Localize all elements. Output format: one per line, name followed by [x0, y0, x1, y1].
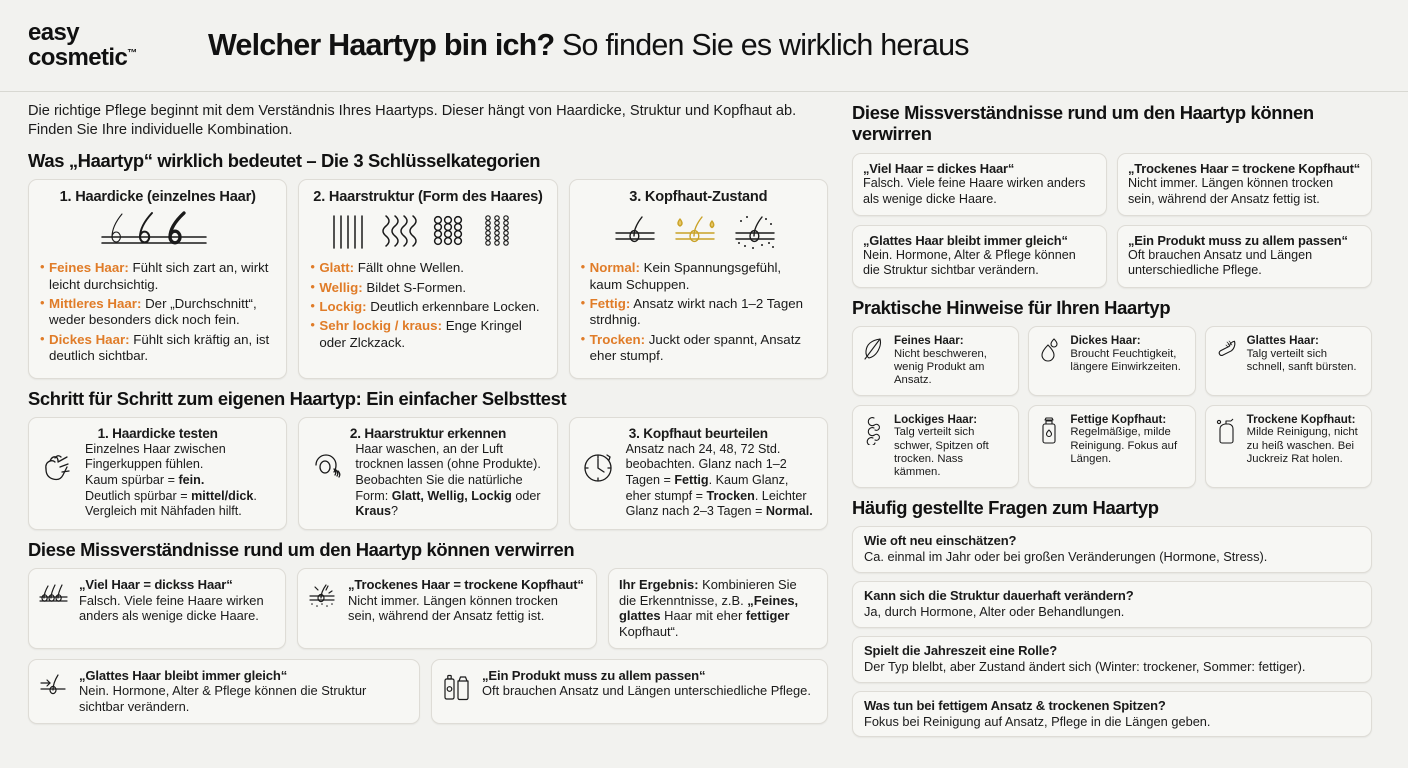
faq-answer: Ja, durch Hormone, Alter oder Behandlungen. — [864, 604, 1125, 620]
myth-text: Falsch. Viele feine Haare wirken anders als wenige dicke Haare. — [79, 592, 264, 624]
faq-item[interactable] — [852, 691, 1372, 738]
clock-icon — [581, 442, 619, 485]
tip-text: Nicht beschweren, wenig Produkt am Ansatz. — [894, 347, 987, 387]
tip-text: Milde Reinigung, nicht zu heiß waschen. Bei Juckreiz Rat holen. — [1246, 426, 1358, 465]
bullet-text: Der „Durchschnitt“, weder besonders dick noch fein. — [49, 295, 257, 328]
myth-card-viel-haar — [28, 568, 286, 649]
myth-text: Oft brauchen Ansatz und Längen unterschiedliche Pflege. — [482, 683, 811, 699]
straight-hair-arrow-icon — [39, 668, 71, 701]
page-title-light: So finden Sie es wirklich heraus — [554, 28, 969, 63]
myth-title: „Viel Haar = dickes Haar“ — [863, 160, 1015, 176]
myth-card-trockenes-haar — [297, 568, 597, 649]
bullet-key: Wellig: — [319, 279, 363, 295]
tips-row-1 — [852, 326, 1372, 396]
bullet-text: Fühlt sich kräftig an, ist deutlich sichtbar. — [49, 331, 270, 364]
head-hair-icon — [310, 442, 348, 485]
bullet-text: Ansatz wirkt nach 1–2 Tagen strdhnig. — [589, 295, 804, 328]
myth-title: „Ein Produkt muss zu allem passen“ — [482, 667, 706, 683]
trademark-symbol: ™ — [127, 47, 137, 59]
faq-item[interactable] — [852, 526, 1372, 573]
bullet-item — [581, 296, 816, 329]
tip-card-fettige-kopfhaut — [1028, 405, 1195, 488]
pump-dispenser-icon — [1214, 413, 1240, 445]
myth-text: Oft brauchen Ansatz und Längen unterschiedliche Pflege. — [1128, 248, 1313, 278]
bullet-text: Fühlt sich zart an, wirkt leicht durchsichtig. — [49, 260, 269, 292]
myth-text: Nicht immer. Längen können trocken sein, während der Ansatz fettig ist. — [348, 592, 558, 624]
feather-icon — [861, 334, 887, 362]
curl-spiral-icon — [861, 413, 887, 445]
tip-title: Glattes Haar: — [1246, 333, 1319, 347]
tip-card-trockene-kopfhaut — [1205, 405, 1372, 488]
faq-question: Was tun bei fettigem Ansatz & trockenen Spitzen? — [864, 697, 1166, 713]
category-title: 2. Haarstruktur (Form des Haares) — [313, 189, 543, 206]
section-heading-myths-left: Diese Missverständnisse rund um den Haartyp können verwirren — [28, 538, 575, 560]
hand-pinch-icon — [40, 442, 78, 485]
dry-scalp-hair-icon — [308, 577, 340, 610]
myth-text: Nein. Hormone, Alter & Pflege können die Struktur sichtbar verändern. — [79, 683, 367, 715]
category-bullet-list — [310, 260, 545, 351]
bullet-item — [310, 318, 545, 351]
bullet-item — [40, 332, 275, 365]
water-drop-icon — [1037, 334, 1063, 362]
myth-title: „Glattes Haar bleibt immer gleich“ — [79, 667, 288, 683]
category-bullet-list — [40, 260, 275, 364]
category-card-haardicke — [28, 179, 287, 378]
bullet-text: Fällt ohne Wellen. — [354, 260, 464, 276]
myth-card-glattes-haar — [28, 659, 420, 724]
step-card-kopfhaut-beurteilen — [569, 417, 828, 530]
right-column — [852, 102, 1372, 768]
category-title: 3. Kopfhaut-Zustand — [629, 189, 768, 206]
category-card-haarstruktur — [298, 179, 557, 378]
myth-title: „Trockenes Haar = trockene Kopfhaut“ — [1128, 160, 1361, 176]
tip-title: Fettige Kopfhaut: — [1070, 412, 1167, 426]
left-column — [28, 102, 828, 768]
page-header — [0, 0, 1408, 92]
bullet-text: Bildet S-Formen. — [362, 279, 467, 295]
bottle-tube-icon — [442, 668, 474, 703]
result-card — [608, 568, 828, 649]
faq-question: Spielt die Jahreszeit eine Rolle? — [864, 642, 1058, 658]
category-bullet-list — [581, 260, 816, 364]
category-card-grid — [28, 179, 828, 378]
myth-title: „Glattes Haar bleibt immer gleich“ — [863, 232, 1068, 248]
bullet-item — [581, 332, 816, 365]
section-heading-tips: Praktische Hinweise für Ihren Haartyp — [852, 296, 1171, 318]
bullet-text: Juckt oder spannt, Ansatz eher stumpf. — [589, 331, 802, 364]
faq-answer: Der Typ blelbt, aber Zustand ändert sich (Winter: trockener, Sommer: fettiger). — [864, 658, 1306, 674]
faq-question: Kann sich die Struktur dauerhaft verändern? — [864, 587, 1134, 603]
bullet-key: Fettig: — [589, 295, 631, 311]
hair-follicle-thickness-icon — [40, 209, 275, 255]
bullet-item — [40, 296, 275, 329]
tip-title: Dickes Haar: — [1070, 333, 1141, 347]
brand-line-1: easy — [28, 19, 79, 47]
step-card-haardicke-testen — [28, 417, 287, 530]
bullet-text: Enge Kringel oder Zlckzack. — [319, 318, 522, 350]
brand-logo — [28, 21, 208, 70]
step-title: 2. Haarstruktur erkennen — [349, 425, 507, 441]
tip-text: Regelmäßige, milde Reinigung. Fokus auf Längen. — [1070, 426, 1178, 465]
tip-title: Feines Haar: — [894, 333, 964, 347]
step-text: Ansatz nach 24, 48, 72 Std. beobachten. Glanz nach 1–2 Tagen = Fettig. Kaum Glanz, eher stumpf = Trocken. Leichter Glanz nach 2–3 Tagen = Normal. — [625, 441, 813, 519]
section-heading-steps: Schritt für Schritt zum eigenen Haartyp: Ein einfacher Selbsttest — [28, 387, 567, 409]
step-text: Haar waschen, an der Luft trocknen lassen (ohne Produkte). Beobachten Sie die natürliche Form: Glatt, Wellig, Lockig oder Kraus? — [355, 441, 541, 519]
bullet-item — [310, 260, 545, 276]
myth-title: „Viel Haar = dickss Haar“ — [79, 577, 233, 593]
intro-paragraph: Die richtige Pflege beginnt mit dem Verständnis Ihres Haartyps. Dieser hängt von Haardicke, Struktur und Kopfhaut ab. Finden Sie Ihre individuelle Kombination. — [28, 103, 797, 139]
tip-card-dickes-haar — [1028, 326, 1195, 396]
step-text: Einzelnes Haar zwischen Fingerkuppen fühlen. Kaum spürbar = fein. Deutlich spürbar = mittel/dick. Vergleich mit Nähfaden hilft. — [85, 441, 257, 519]
bullet-item — [40, 260, 275, 293]
right-myth-card-viel-haar — [852, 153, 1107, 216]
tip-title: Lockiges Haar: — [894, 412, 978, 426]
faq-question: Wie oft neu einschätzen? — [864, 532, 1017, 548]
bullet-key: Feines Haar: — [49, 260, 129, 276]
faq-answer: Ca. einmal im Jahr oder bei großen Veränderungen (Hormone, Stress). — [864, 549, 1268, 565]
myth-title: „Trockenes Haar = trockene Kopfhaut“ — [348, 577, 584, 593]
page-title-bold: Welcher Haartyp bin ich? — [208, 28, 555, 63]
result-label: Ihr Ergebnis: — [619, 577, 699, 593]
tip-card-feines-haar — [852, 326, 1019, 396]
bullet-key: Sehr lockig / kraus: — [319, 318, 442, 334]
myth-row-1 — [28, 568, 828, 649]
right-myth-row-1 — [852, 153, 1372, 216]
bullet-key: Normal: — [589, 260, 640, 276]
bullet-key: Glatt: — [319, 260, 355, 276]
faq-answer: Fokus bei Reinigung auf Ansatz, Pflege in die Längen geben. — [864, 713, 1211, 729]
myth-card-ein-produkt — [431, 659, 828, 724]
category-title: 1. Haardicke (einzelnes Haar) — [59, 189, 256, 206]
step-title: 1. Haardicke testen — [97, 425, 218, 441]
faq-item[interactable] — [852, 636, 1372, 683]
bullet-text: Kein Spannungsgefühl, kaum Schuppen. — [589, 260, 782, 292]
page-title — [208, 29, 969, 61]
step-card-grid — [28, 417, 828, 530]
faq-item[interactable] — [852, 581, 1372, 628]
section-heading-faq: Häufig gestellte Fragen zum Haartyp — [852, 496, 1159, 518]
step-card-haarstruktur-erkennen — [298, 417, 557, 530]
tip-card-glattes-haar — [1205, 326, 1372, 396]
myth-row-2 — [28, 659, 828, 724]
right-myth-card-glattes-haar — [852, 225, 1107, 288]
right-myth-row-2 — [852, 225, 1372, 288]
hair-texture-icon — [310, 209, 545, 255]
bullet-item — [581, 260, 816, 293]
right-myth-card-ein-produkt — [1117, 225, 1372, 288]
tip-text: Talg verteilt sich schnell, sanft bürsten. — [1246, 347, 1357, 373]
tips-row-2 — [852, 405, 1372, 488]
result-body: Kombinieren Sie die Erkenntnisse, z.B. „Feines, glattes Haar mit eher fettiger Kopfhaut“. — [619, 577, 799, 640]
tip-text: Broucht Feuchtigkeit, längere Einwirkzeiten. — [1070, 347, 1181, 373]
three-hairs-icon — [39, 577, 71, 610]
bullet-key: Dickes Haar: — [49, 331, 130, 347]
step-title: 3. Kopfhaut beurteilen — [628, 425, 768, 441]
hairbrush-icon — [1214, 334, 1240, 362]
brand-line-2: cosmetic — [28, 43, 128, 71]
bullet-key: Trocken: — [589, 331, 646, 347]
bullet-key: Lockig: — [319, 298, 367, 314]
section-heading-myths-right: Diese Missverständnisse rund um den Haartyp können verwirren — [852, 102, 1314, 145]
category-card-kopfhaut — [569, 179, 828, 378]
myth-title: „Ein Produkt muss zu allem passen“ — [1128, 232, 1348, 248]
bullet-key: Mittleres Haar: — [49, 295, 142, 311]
tip-title: Trockene Kopfhaut: — [1246, 412, 1356, 426]
scalp-condition-icon — [581, 209, 816, 255]
bullet-item — [310, 299, 545, 315]
result-text — [619, 577, 817, 640]
myth-text: Falsch. Viele feine Haare wirken anders als wenige dicke Haare. — [863, 176, 1086, 206]
bullet-text: Deutlich erkennbare Locken. — [366, 298, 540, 314]
right-myth-card-trockenes-haar — [1117, 153, 1372, 216]
shampoo-bottle-icon — [1037, 413, 1063, 445]
content-area — [0, 92, 1408, 768]
myth-text: Nicht immer. Längen können trocken sein, während der Ansatz fettig ist. — [1128, 176, 1334, 206]
section-heading-categories: Was „Haartyp“ wirklich bedeutet – Die 3 Schlüsselkategorien — [28, 149, 541, 171]
tip-text: Talg verteilt sich schwer, Spitzen oft trocken. Nass kämmen. — [894, 426, 989, 479]
myth-text: Nein. Hormone, Alter & Pflege können die Struktur sichtbar verändern. — [863, 248, 1076, 278]
bullet-item — [310, 280, 545, 296]
tip-card-lockiges-haar — [852, 405, 1019, 488]
